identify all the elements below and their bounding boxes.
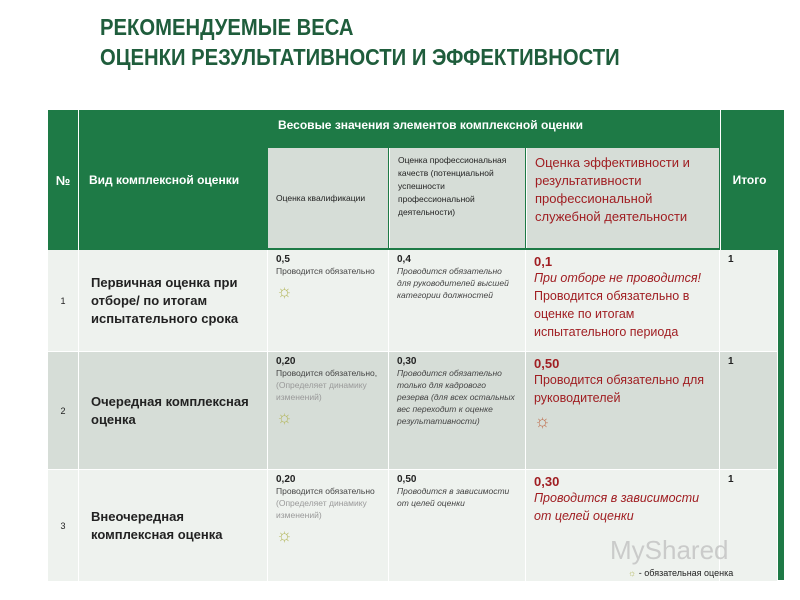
qualities-note: Проводится обязательно для руководителей высшей категории должностей [397,266,509,300]
header-type: Вид комплексной оценки [79,110,268,250]
qualification-extra: (Определяет динамику изменений) [276,380,367,402]
header-efficiency: Оценка эффективности и результативности профессиональной служебной деятельности [526,148,719,248]
qualities-cell [389,250,526,352]
qualification-weight: 0,20 [276,356,296,367]
qualities-note: Проводится обязательно только для кадрового резерва (для всех остальных вес переходит к оценке результативности) [397,368,515,426]
row-total: 1 [720,250,778,352]
page-title [100,12,620,72]
qualification-cell [268,352,389,470]
sun-icon: ☼ [276,281,293,301]
qualification-extra: (Определяет динамику изменений) [276,498,367,520]
row-type: Очередная комплексная оценка [79,352,268,470]
right-border [778,110,784,580]
row-type: Внеочередная комплексная оценка [79,470,268,582]
qualification-note: Проводится обязательно, [276,368,378,378]
efficiency-cell [526,250,720,352]
qualities-note: Проводится в зависимости от целей оценки [397,486,510,508]
header-professional-qualities: Оценка профессиональная качеств (потенциальной успешности профессиональной деятельности) [389,148,525,248]
legend-text: - обязательная оценка [638,568,734,578]
efficiency-note: При отборе не проводится! [534,271,701,285]
efficiency-weight: 0,50 [534,356,560,371]
efficiency-note: Проводится в зависимости от целей оценки [534,491,700,523]
efficiency-cell [526,470,720,582]
sun-icon: ☼ [276,525,293,545]
header-total: Итого [720,110,778,250]
row-num: 3 [48,470,79,582]
qualification-weight: 0,20 [276,474,296,485]
efficiency-weight: 0,30 [534,474,560,489]
qualities-weight: 0,50 [397,474,417,485]
row-total: 1 [720,470,778,582]
header-weights: Весовые значения элементов комплексной оценки [268,110,720,146]
efficiency-cell [526,352,720,470]
qualities-cell [389,470,526,582]
row-num: 1 [48,250,79,352]
watermark: MyShared [610,535,729,565]
qualification-note: Проводится обязательно [276,266,375,276]
title-line-1: РЕКОМЕНДУЕМЫЕ ВЕСА [100,14,354,40]
efficiency-weight: 0,1 [534,254,553,269]
sun-icon: ☼ [534,411,551,431]
title-line-2: ОЦЕНКИ РЕЗУЛЬТАТИВНОСТИ И ЭФФЕКТИВНОСТИ [100,44,620,70]
qualification-note: Проводится обязательно [276,486,375,496]
qualification-weight: 0,5 [276,254,290,265]
qualities-weight: 0,4 [397,254,411,265]
efficiency-note-2: Проводится обязательно в оценке по итогам испытательного периода [534,289,690,339]
row-type: Первичная оценка при отборе/ по итогам испытательного срока [79,250,268,352]
legend [628,567,733,579]
qualification-cell [268,250,389,352]
sun-icon: ☼ [628,568,637,578]
header-qualification: Оценка квалификации [268,148,388,248]
header-num: № [48,110,78,250]
qualification-cell [268,470,389,582]
qualities-weight: 0,30 [397,356,417,367]
qualities-cell [389,352,526,470]
row-num: 2 [48,352,79,470]
row-total: 1 [720,352,778,470]
efficiency-note-2: Проводится обязательно для руководителей [534,373,705,405]
sun-icon: ☼ [276,407,293,427]
